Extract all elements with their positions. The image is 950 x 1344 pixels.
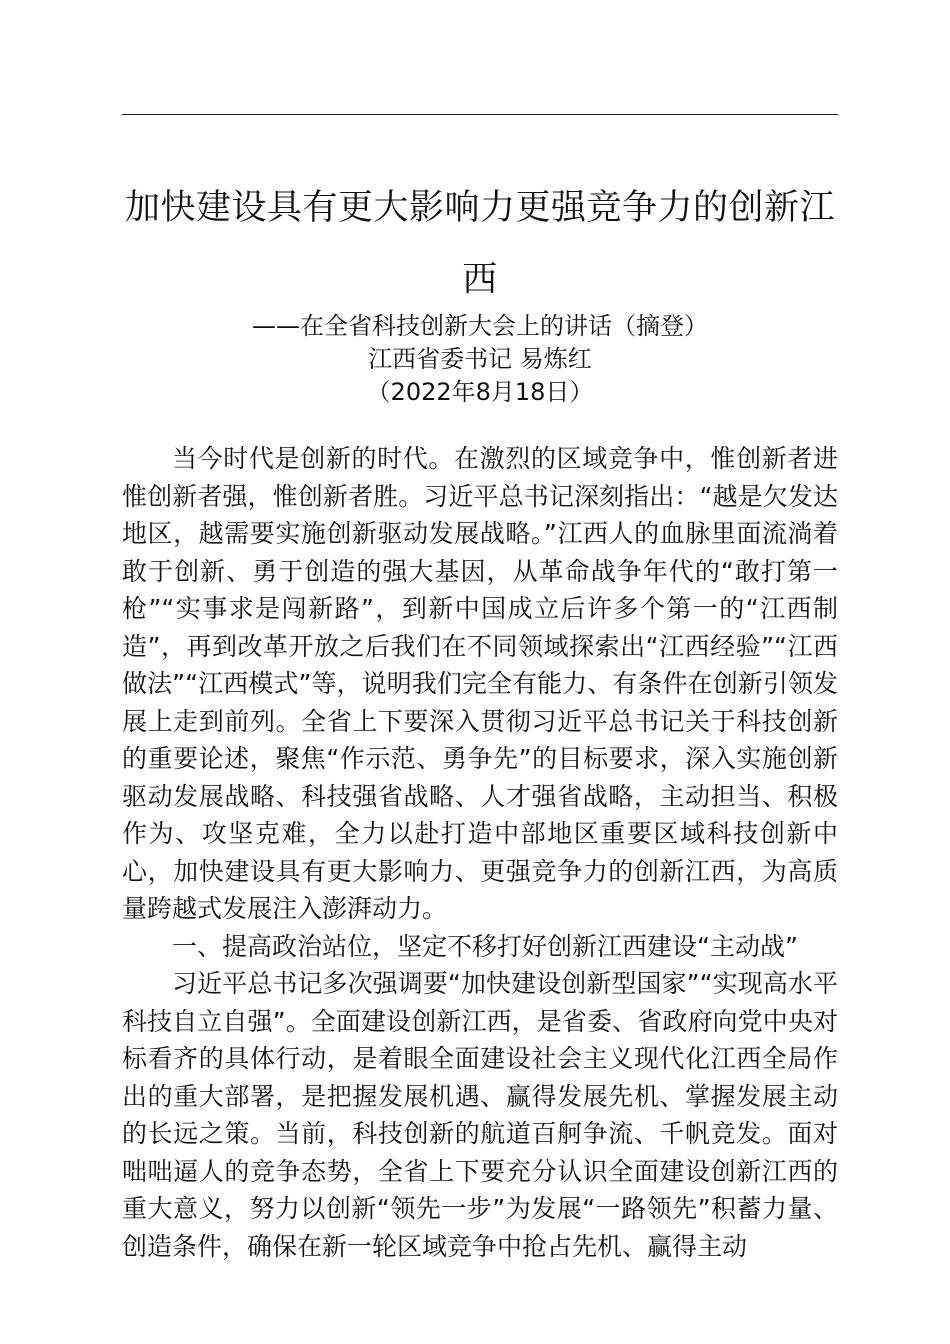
paragraph-intro: 当今时代是创新的时代。在激烈的区域竞争中，惟创新者进惟创新者强，惟创新者胜。习近平总书记深刻指出：“越是欠发达地区，越需要实施创新驱动发展战略。”江西人的血脉里面流淌着敢于创新、勇于创造的强大基因，从革命战争年代的“敢打第一枪”“实事求是闯新路”，到新中国成立后许多个第一的“江西制造”，再到改革开放之后我们在不同领域探索出“江西经验”“江西做法”“江西模式”等，说明我们完全有能力、有条件在创新引领发展上走到前列。全省上下要深入贯彻习近平总书记关于科技创新的重要论述，聚焦“作示范、勇争先”的目标要求，深入实施创新驱动发展战略、科技强省战略、人才强省战略，主动担当、积极作为、攻坚克难，全力以赴打造中部地区重要区域科技创新中心，加快建设具有更大影响力、更强竞争力的创新江西，为高质量跨越式发展注入澎湃动力。 (122, 444, 838, 923)
paragraph-section-1: 习近平总书记多次强调要“加快建设创新型国家”“实现高水平科技自立自强”。全面建设创新江西，是省委、省政府向党中央对标看齐的具体行动，是着眼全面建设社会主义现代化江西全局作出的重大部署，是把握发展机遇、赢得发展先机、掌握发展主动的长远之策。当前，科技创新的航道百舸争流、千帆竞发。面对咄咄逼人的竞争态势，全省上下要充分认识全面建设创新江西的重大意义，努力以创新“领先一步”为发展“一路领先”积蓄力量、创造条件，确保在新一轮区域竞争中抢占先机、赢得主动 (122, 969, 838, 1261)
document-body (122, 440, 838, 1265)
document-title: 加快建设具有更大影响力更强竞争力的创新江西 (124, 188, 835, 300)
document-author: 江西省委书记 易炼红 (368, 345, 592, 373)
section-heading-1: 一、提高政治站位，坚定不移打好创新江西建设“主动战” (172, 931, 798, 961)
document-subtitle: ——在全省科技创新大会上的讲话（摘登） (252, 312, 708, 340)
top-rule (122, 114, 838, 115)
document-date: （2022年8月18日） (366, 378, 594, 406)
